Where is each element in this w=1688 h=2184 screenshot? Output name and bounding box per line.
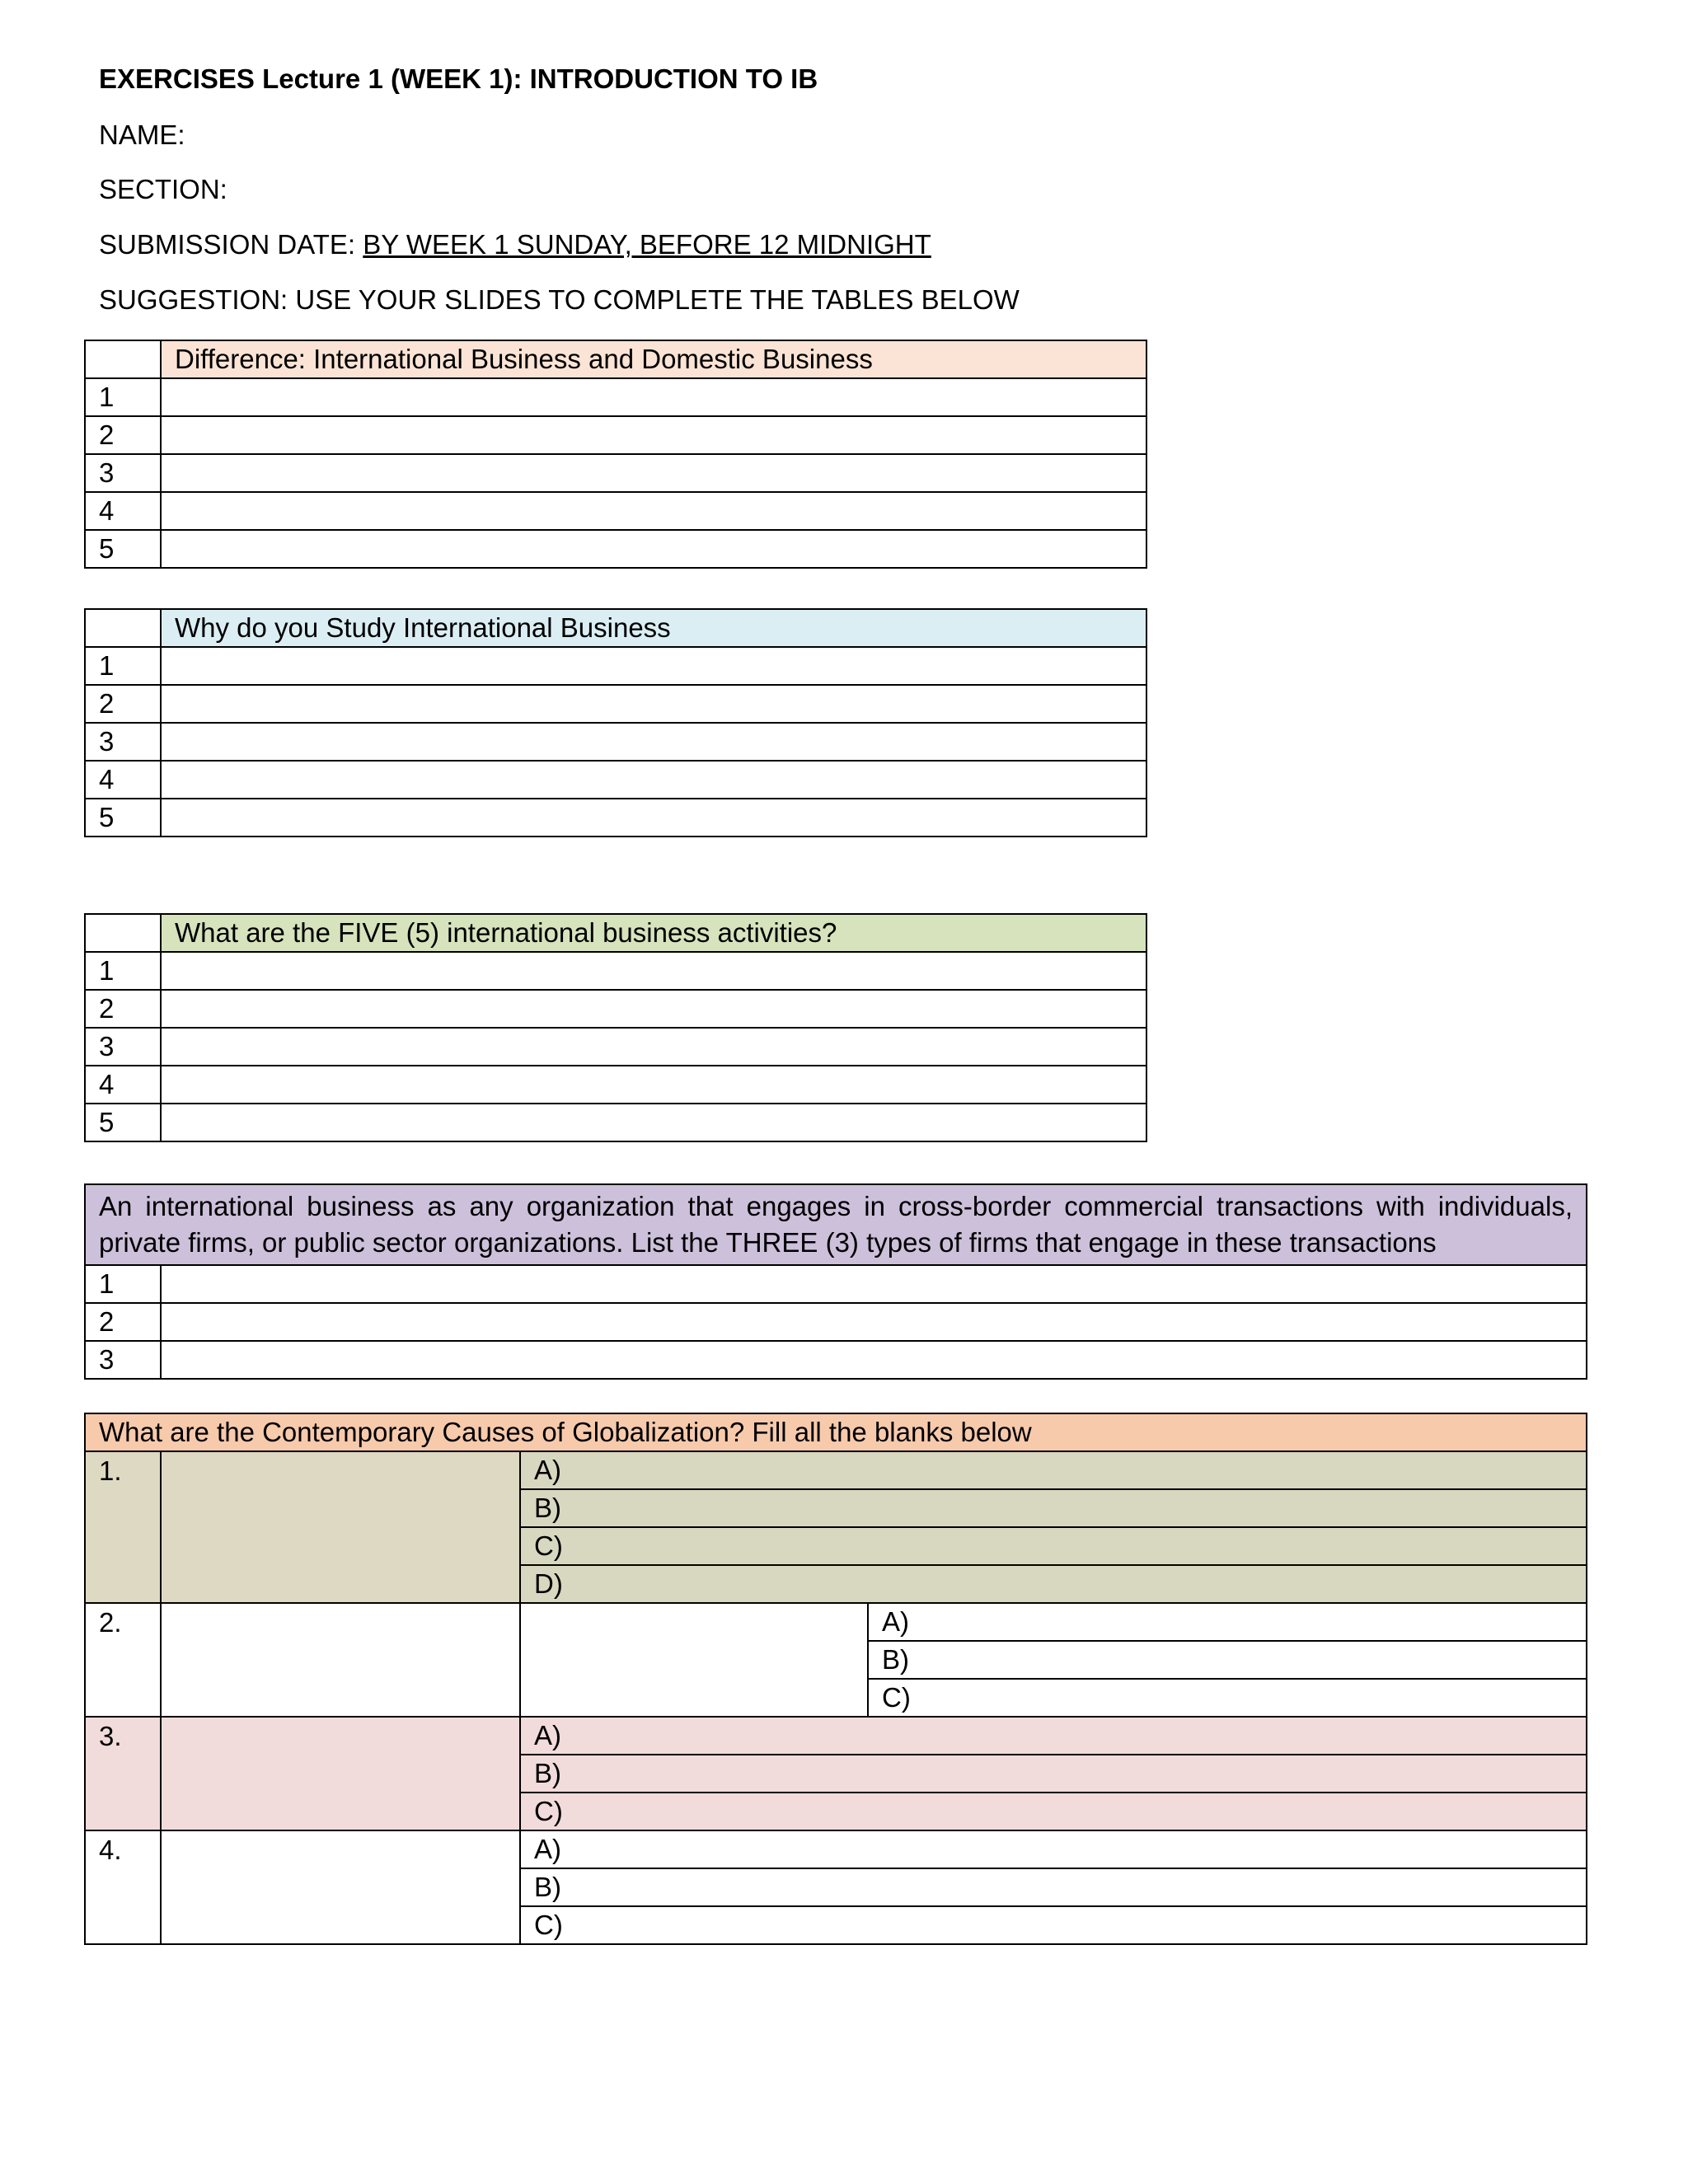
sub-label: C) bbox=[534, 1530, 563, 1562]
sub-answer-cell[interactable] bbox=[868, 1679, 1587, 1717]
difference-table-header: Difference: International Business and Domestic Business bbox=[161, 340, 1146, 378]
header-blank-cell bbox=[85, 609, 161, 647]
answer-cell[interactable] bbox=[161, 990, 1146, 1028]
answer-cell[interactable] bbox=[161, 799, 1146, 837]
row-number: 5 bbox=[85, 799, 161, 837]
answer-cell[interactable] bbox=[161, 530, 1146, 568]
sub-label: A) bbox=[534, 1720, 561, 1751]
sub-cause-answer-cell[interactable] bbox=[520, 1603, 868, 1717]
sub-answer-cell[interactable] bbox=[520, 1793, 1587, 1830]
cause-number: 1. bbox=[85, 1451, 161, 1603]
answer-cell[interactable] bbox=[161, 647, 1146, 685]
sub-label: A) bbox=[534, 1455, 561, 1486]
row-number: 3 bbox=[85, 723, 161, 761]
row-number: 3 bbox=[85, 1341, 161, 1379]
row-number: 2 bbox=[85, 416, 161, 454]
header-blank-cell bbox=[85, 914, 161, 952]
row-number: 3 bbox=[85, 454, 161, 492]
section-label: SECTION: bbox=[99, 174, 227, 204]
sub-label: B) bbox=[534, 1758, 561, 1789]
sub-answer-cell[interactable] bbox=[520, 1830, 1587, 1868]
sub-label: C) bbox=[534, 1910, 563, 1941]
answer-cell[interactable] bbox=[161, 1066, 1146, 1104]
cause-number: 2. bbox=[85, 1603, 161, 1717]
sub-answer-cell[interactable] bbox=[520, 1755, 1587, 1793]
answer-cell[interactable] bbox=[161, 1303, 1587, 1341]
activities-table bbox=[84, 913, 1147, 1142]
sub-label: A) bbox=[534, 1834, 561, 1865]
sub-answer-cell[interactable] bbox=[520, 1565, 1587, 1603]
row-number: 5 bbox=[85, 1104, 161, 1141]
sub-answer-cell[interactable] bbox=[868, 1641, 1587, 1679]
row-number: 3 bbox=[85, 1028, 161, 1066]
globalization-causes-table bbox=[84, 1413, 1587, 1945]
cause-number: 3. bbox=[85, 1717, 161, 1830]
sub-label: B) bbox=[882, 1644, 909, 1675]
submission-date-value: BY WEEK 1 SUNDAY, BEFORE 12 MIDNIGHT bbox=[363, 229, 931, 260]
sub-answer-cell[interactable] bbox=[868, 1603, 1587, 1641]
sub-answer-cell[interactable] bbox=[520, 1906, 1587, 1944]
row-number: 1 bbox=[85, 378, 161, 416]
cause-answer-cell[interactable] bbox=[161, 1451, 520, 1603]
row-number: 5 bbox=[85, 530, 161, 568]
submission-date bbox=[99, 228, 931, 261]
answer-cell[interactable] bbox=[161, 378, 1146, 416]
firm-types-table-header: An international business as any organization that engages in cross-border commercial transactions with individuals, private firms, or public sector organizations. List the THREE (3) types of firms that engage in these transactions bbox=[85, 1184, 1587, 1265]
page-title: EXERCISES Lecture 1 (WEEK 1): INTRODUCTION TO IB bbox=[99, 63, 818, 94]
answer-cell[interactable] bbox=[161, 761, 1146, 799]
sub-answer-cell[interactable] bbox=[520, 1527, 1587, 1565]
sub-label: B) bbox=[534, 1872, 561, 1903]
answer-cell[interactable] bbox=[161, 1104, 1146, 1141]
sub-label: C) bbox=[882, 1682, 911, 1713]
difference-table bbox=[84, 340, 1147, 569]
row-number: 4 bbox=[85, 761, 161, 799]
answer-cell[interactable] bbox=[161, 1028, 1146, 1066]
sub-answer-cell[interactable] bbox=[520, 1868, 1587, 1906]
sub-answer-cell[interactable] bbox=[520, 1489, 1587, 1527]
cause-number: 4. bbox=[85, 1830, 161, 1944]
sub-label: C) bbox=[534, 1796, 563, 1827]
row-number: 4 bbox=[85, 1066, 161, 1104]
answer-cell[interactable] bbox=[161, 454, 1146, 492]
answer-cell[interactable] bbox=[161, 416, 1146, 454]
suggestion-text: SUGGESTION: USE YOUR SLIDES TO COMPLETE THE TABLES BELOW bbox=[99, 284, 1020, 315]
firm-types-table bbox=[84, 1183, 1587, 1380]
answer-cell[interactable] bbox=[161, 952, 1146, 990]
globalization-causes-table-header: What are the Contemporary Causes of Globalization? Fill all the blanks below bbox=[85, 1413, 1587, 1451]
answer-cell[interactable] bbox=[161, 492, 1146, 530]
activities-table-header: What are the FIVE (5) international business activities? bbox=[161, 914, 1146, 952]
answer-cell[interactable] bbox=[161, 723, 1146, 761]
submission-date-label: SUBMISSION DATE: bbox=[99, 229, 356, 260]
row-number: 1 bbox=[85, 952, 161, 990]
why-study-table-header: Why do you Study International Business bbox=[161, 609, 1146, 647]
name-label: NAME: bbox=[99, 120, 185, 150]
row-number: 1 bbox=[85, 1265, 161, 1303]
answer-cell[interactable] bbox=[161, 1265, 1587, 1303]
row-number: 4 bbox=[85, 492, 161, 530]
row-number: 2 bbox=[85, 685, 161, 723]
sub-label: B) bbox=[534, 1493, 561, 1524]
answer-cell[interactable] bbox=[161, 1341, 1587, 1379]
sub-label: D) bbox=[534, 1568, 563, 1600]
header-blank-cell bbox=[85, 340, 161, 378]
row-number: 2 bbox=[85, 990, 161, 1028]
sub-answer-cell[interactable] bbox=[520, 1717, 1587, 1755]
answer-cell[interactable] bbox=[161, 685, 1146, 723]
cause-answer-cell[interactable] bbox=[161, 1717, 520, 1830]
cause-answer-cell[interactable] bbox=[161, 1603, 520, 1717]
row-number: 2 bbox=[85, 1303, 161, 1341]
sub-answer-cell[interactable] bbox=[520, 1451, 1587, 1489]
cause-answer-cell[interactable] bbox=[161, 1830, 520, 1944]
why-study-table bbox=[84, 608, 1147, 837]
row-number: 1 bbox=[85, 647, 161, 685]
sub-label: A) bbox=[882, 1606, 909, 1638]
